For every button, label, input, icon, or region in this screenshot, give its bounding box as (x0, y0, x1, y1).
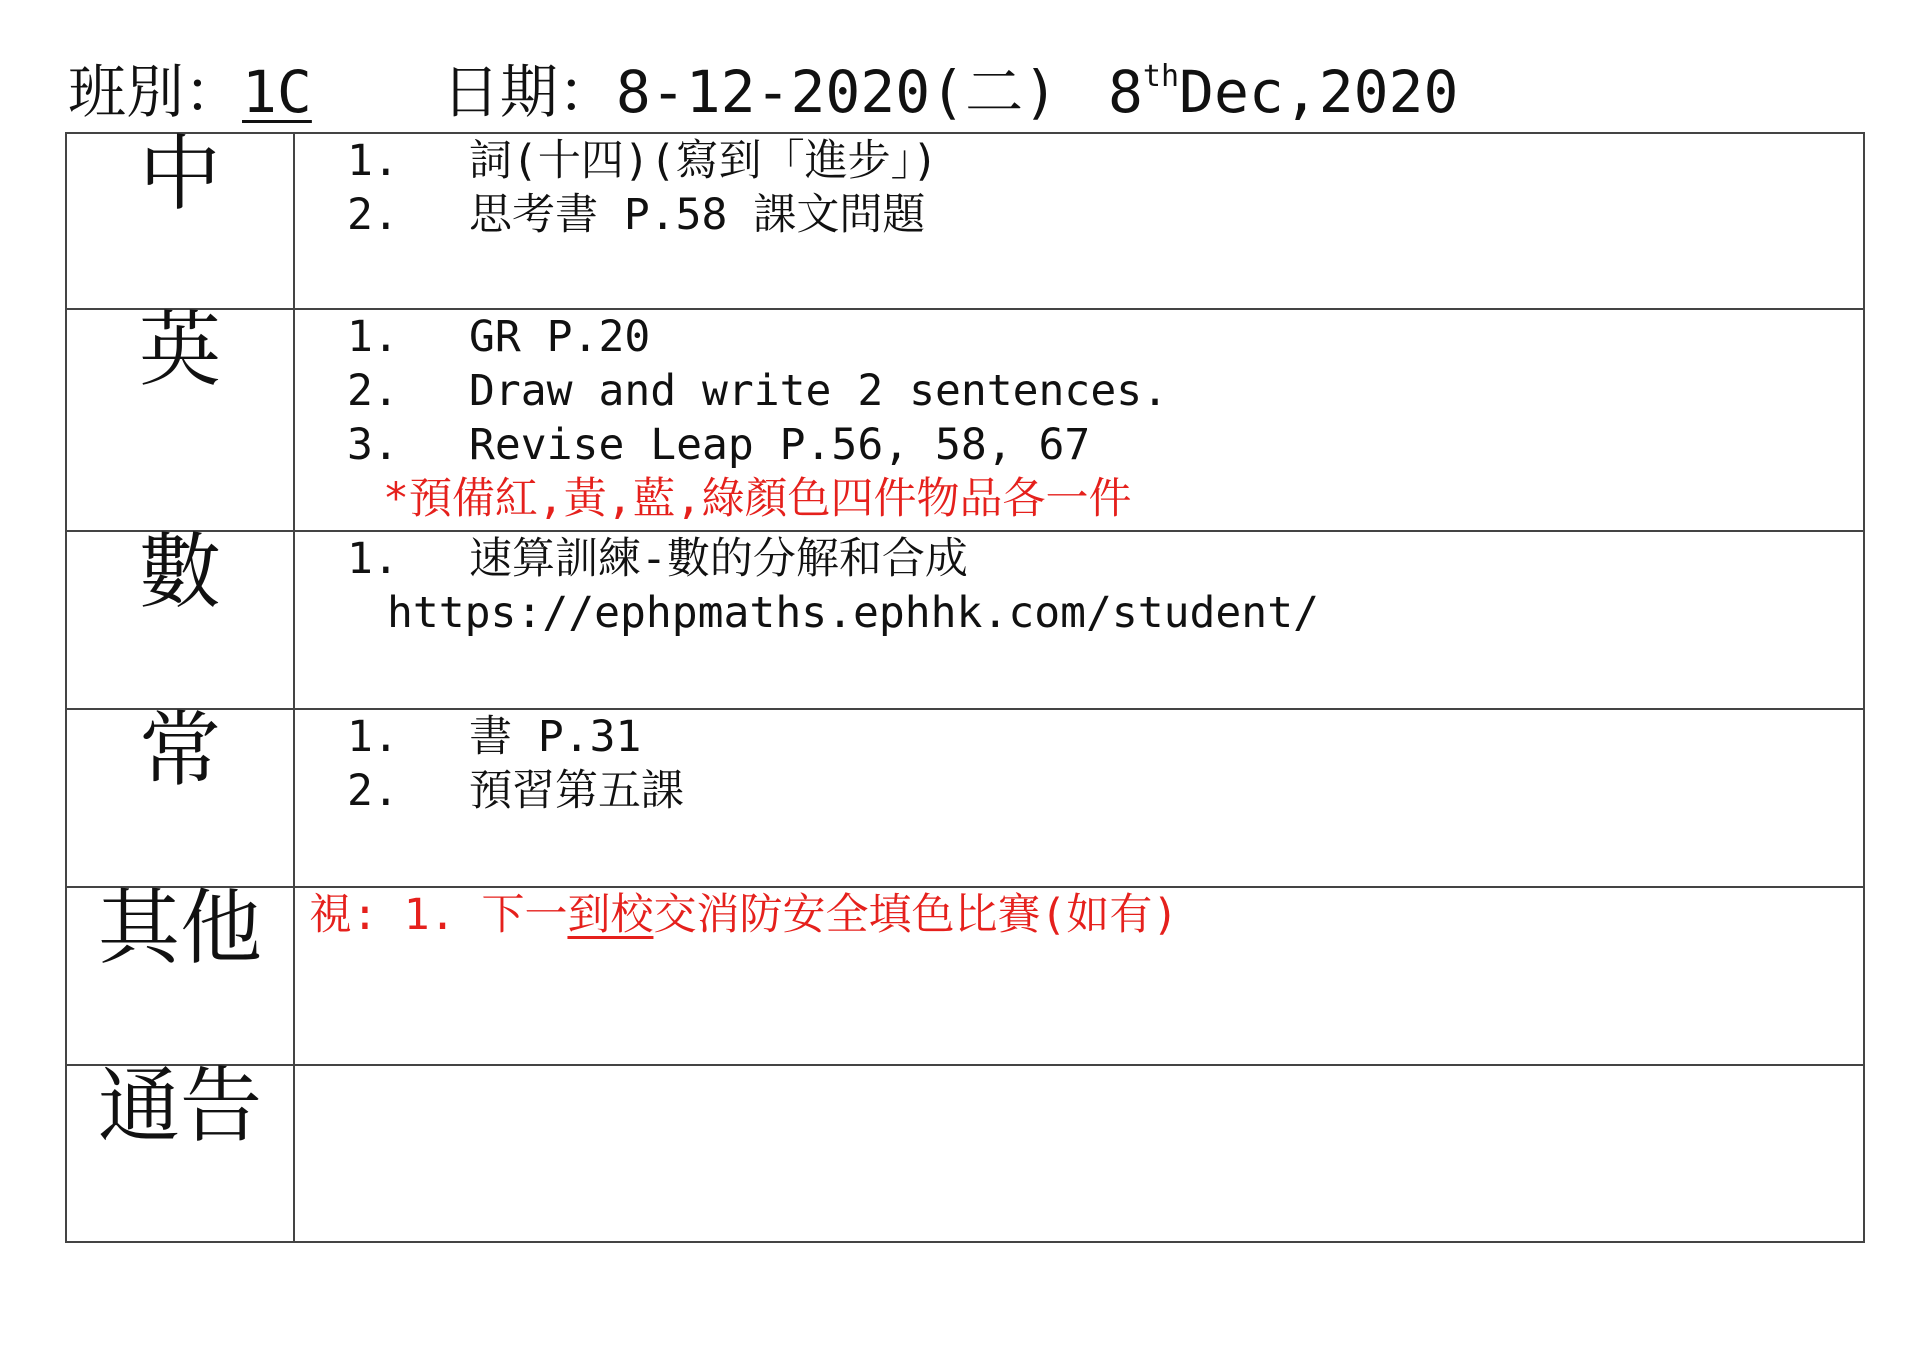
header (68, 52, 1458, 132)
subject-others: 其他 (66, 887, 294, 1065)
english-note: *預備紅,黃,藍,綠顏色四件物品各一件 (383, 474, 1132, 524)
subject-maths: 數 (66, 531, 294, 709)
date-value: 8-12-2020(二) (615, 58, 1058, 126)
list-item: 1. GR P.20 (347, 312, 651, 362)
date-en (1108, 52, 1458, 132)
content-chinese (294, 133, 1864, 309)
content-others (294, 887, 1864, 1065)
subject-notices: 通告 (66, 1065, 294, 1242)
row-notices (66, 1065, 1864, 1242)
maths-url-link[interactable]: https://ephpmaths.ephhk.com/student/ (387, 588, 1319, 638)
list-item: 1. 速算訓練-數的分解和合成 (347, 534, 968, 584)
list-item: 1. 詞(十四)(寫到「進步」) (347, 136, 939, 186)
row-gs (66, 709, 1864, 887)
list-item: 3. Revise Leap P.56, 58, 67 (347, 420, 1091, 470)
underlined-text: 到校 (567, 890, 654, 940)
class-value: 1C (242, 58, 312, 126)
row-maths (66, 531, 1864, 709)
date-label: 日期： (441, 58, 616, 126)
list-item: 2. 思考書 P.58 課文問題 (347, 190, 926, 240)
others-line: 視: 1. 下一到校交消防安全填色比賽(如有) (309, 890, 1179, 940)
date-en-suffix: th (1142, 59, 1180, 94)
content-notices (294, 1065, 1864, 1242)
date-en-rest: Dec,2020 (1179, 58, 1459, 126)
date-en-day: 8 (1107, 58, 1143, 126)
list-item: 2. 預習第五課 (347, 766, 684, 816)
class-label: 班別： (68, 58, 243, 126)
content-maths (294, 531, 1864, 709)
homework-table (65, 127, 1865, 1243)
subject-english: 英 (66, 309, 294, 531)
subject-chinese: 中 (66, 133, 294, 309)
list-item: 1. 書 P.31 (347, 712, 642, 762)
row-english (66, 309, 1864, 531)
content-english (294, 309, 1864, 531)
row-others (66, 887, 1864, 1065)
content-gs (294, 709, 1864, 887)
row-chinese (66, 133, 1864, 309)
subject-gs: 常 (66, 709, 294, 887)
list-item: 2. Draw and write 2 sentences. (347, 366, 1168, 416)
